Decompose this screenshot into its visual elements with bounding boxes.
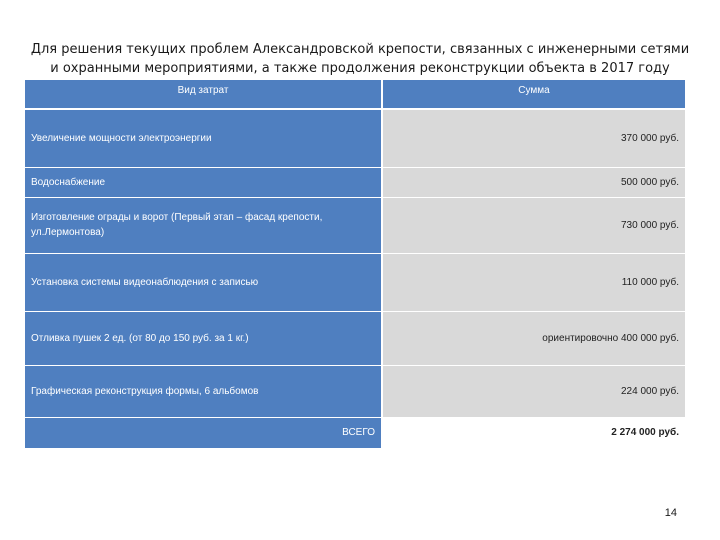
table-row	[25, 365, 685, 417]
table-header-row	[25, 80, 685, 109]
table-row	[25, 311, 685, 365]
slide-title: Для решения текущих проблем Александровской крепости, связанных с инженерными сетями и охранными мероприятиями, а также продолжения реконструкции объекта в 2017 году	[30, 42, 690, 76]
total-row	[25, 417, 685, 448]
table-row	[25, 197, 685, 253]
header-cost-type: Вид затрат	[25, 80, 382, 109]
table-row	[25, 253, 685, 311]
row-cost-name: Водоснабжение	[25, 167, 382, 197]
cost-table	[25, 80, 685, 449]
row-cost-sum: ориентировочно 400 000 руб.	[382, 311, 685, 365]
row-cost-sum: 500 000 руб.	[382, 167, 685, 197]
total-label: ВСЕГО	[25, 417, 382, 448]
row-cost-name: Увеличение мощности электроэнергии	[25, 109, 382, 167]
row-cost-name: Изготовление ограды и ворот (Первый этап – фасад крепости, ул.Лермонтова)	[25, 197, 382, 253]
header-amount: Сумма	[382, 80, 685, 109]
row-cost-name: Отливка пушек 2 ед. (от 80 до 150 руб. за 1 кг.)	[25, 311, 382, 365]
total-sum: 2 274 000 руб.	[382, 417, 685, 448]
row-cost-name: Графическая реконструкция формы, 6 альбомов	[25, 365, 382, 417]
row-cost-sum: 110 000 руб.	[382, 253, 685, 311]
page-number: 14	[664, 507, 677, 519]
row-cost-sum: 730 000 руб.	[382, 197, 685, 253]
row-cost-sum: 224 000 руб.	[382, 365, 685, 417]
row-cost-name: Установка системы видеонаблюдения с записью	[25, 253, 382, 311]
row-cost-sum: 370 000 руб.	[382, 109, 685, 167]
table-row	[25, 109, 685, 167]
table-row	[25, 167, 685, 197]
